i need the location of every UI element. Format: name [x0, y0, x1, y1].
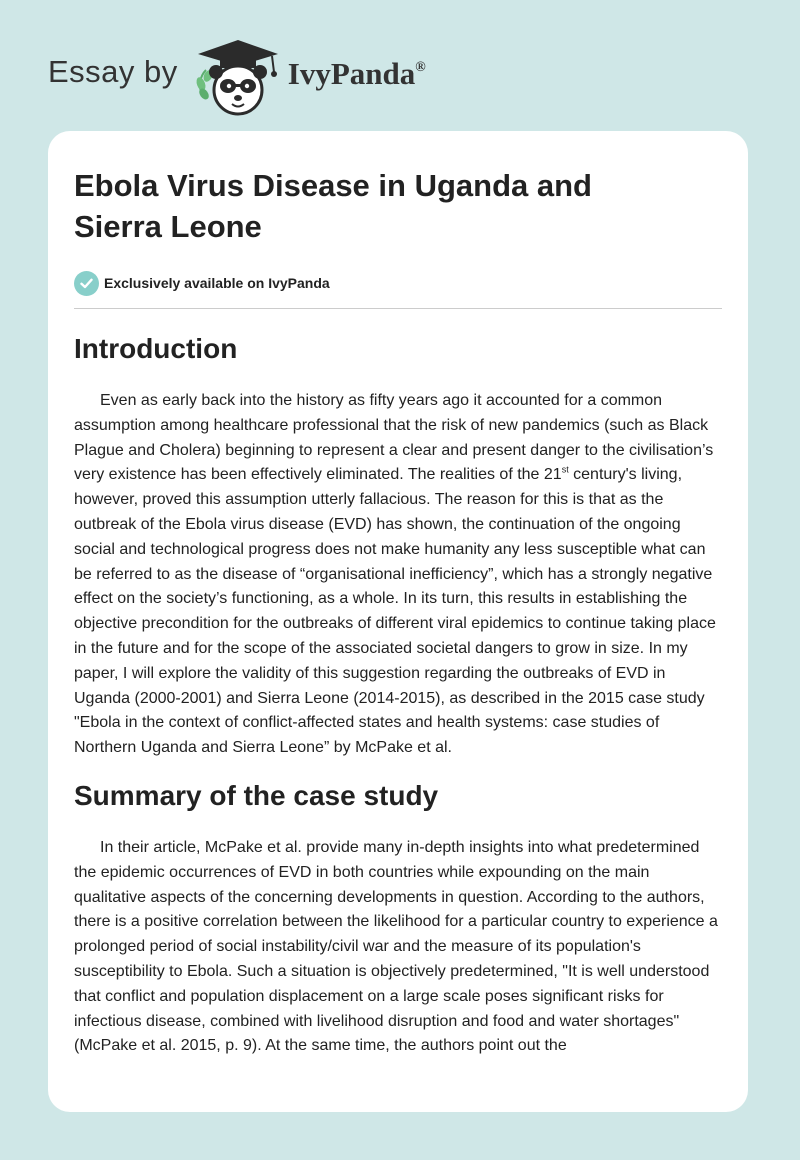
article-card [48, 131, 748, 1112]
registered-mark: ® [415, 60, 426, 75]
divider [74, 308, 722, 309]
ordinal-superscript: st [561, 465, 569, 476]
brand-name[interactable] [288, 56, 426, 92]
exclusive-badge [74, 270, 722, 296]
section-heading-summary: Summary of the case study [74, 779, 439, 811]
article-title [74, 165, 722, 247]
title-line-1: Ebola Virus Disease in Uganda and [74, 168, 592, 203]
brand-text: IvyPanda [287, 56, 416, 91]
site-header [48, 36, 426, 116]
section-heading-introduction: Introduction [74, 333, 238, 364]
essay-by-label: Essay by [48, 54, 178, 89]
exclusive-label: Exclusively available on IvyPanda [104, 275, 330, 291]
intro-text-part-1: Even as early back into the history as fifty years ago it accounted for a common assumption among healthcare professional that the risk of new pandemics (such as Black Plague and Cholera) beginning to represent a clear and present danger to the civilisation’s very existence has been effectively eliminated. The realities of the 21 [74, 392, 714, 484]
introduction-paragraph [74, 389, 722, 761]
panda-logo-icon[interactable] [192, 36, 284, 116]
check-icon [74, 271, 99, 296]
summary-paragraph: In their article, McPake et al. provide many in-depth insights into what predetermined the epidemic occurrences of EVD in both countries while expounding on the main qualitative aspects of the concerning developments in question. According to the authors, there is a positive correlation between the likelihood for a particular country to experience a prolonged period of social instability/civil war and the measure of its population's susceptibility to Ebola. Such a situation is objectively predetermined, "It is well understood that conflict and population displacement on a large scale poses significant risks for infectious disease, combined with livelihood disruption and food and water shortages" (McPake et al. 2015, p. 9). At the same time, the authors point out the [74, 838, 718, 1055]
title-line-2: Sierra Leone [74, 209, 262, 244]
intro-text-part-2: century's living, however, proved this assumption utterly fallacious. The reason for this is that as the outbreak of the Ebola virus disease (EVD) has shown, the continuation of the ongoing social and technological progress does not make humanity any less susceptible what can be referred to as the disease of “organisational inefficiency”, which has a strongly negative effect on the society’s functioning, as a whole. In its turn, this results in establishing the objective precondition for the outbreaks of different viral epidemics to continue taking place in the future and for the scope of the associated societal dangers to grow in size. In my paper, I will explore the validity of this suggestion regarding the outbreaks of EVD in Uganda (2000-2001) and Sierra Leone (2014-2015), as described in the 2015 case study "Ebola in the context of conflict-affected states and health systems: case studies of Northern Uganda and Sierra Leone” by McPake et al. [74, 466, 716, 757]
